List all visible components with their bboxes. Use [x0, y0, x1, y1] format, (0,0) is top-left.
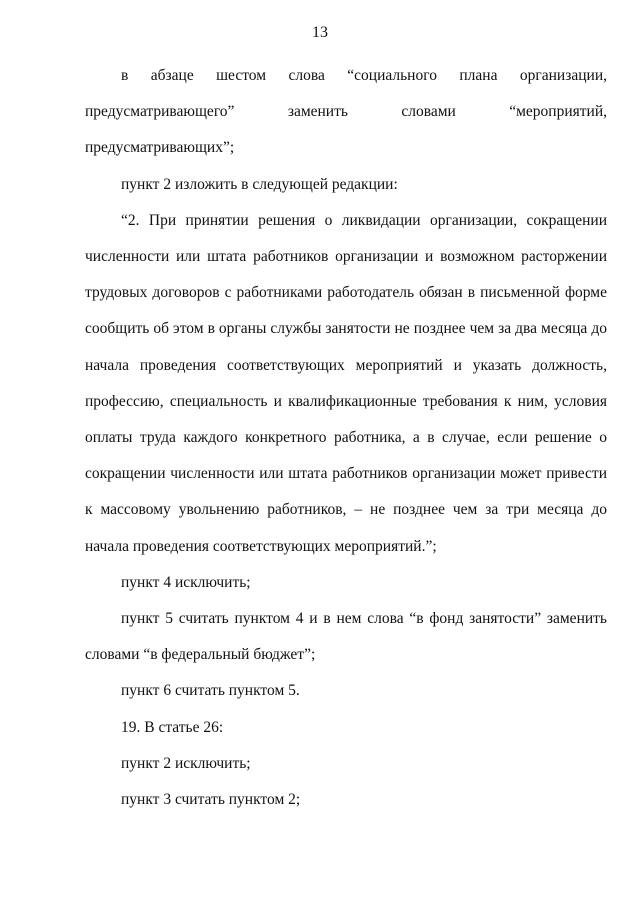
- paragraph-punkt-5: пункт 5 считать пунктом 4 и в нем слова “в фонд занятости” заменить словами “в федеральный бюджет”;: [85, 610, 607, 664]
- paragraph-punkt-2-text: “2. При принятии решения о ликвидации организации, сокращении численности или штата работников организации и возможном расторжении трудовых договоров с работниками работодатель обязан в письменной форме сообщить об этом в органы службы занятости не позднее чем за два месяца до начала проведения соответствующих мероприятий и указать должность, профессию, специальность и квалификационные требования к ним, условия оплаты труда каждого конкретного работника, а в случае, если решение о сокращении численности или штата работников организации может привести к массовому увольнению работников, – не позднее чем за три месяца до начала проведения соответствующих мероприятий.”;: [85, 211, 607, 555]
- paragraph-amend-abzats: в абзаце шестом слова “социального плана организации, предусматривающего” заменить словами “мероприятий, предусматривающих”;: [85, 67, 607, 157]
- paragraph-punkt-6: пункт 6 считать пунктом 5.: [121, 682, 300, 700]
- paragraph-punkt-2-intro: пункт 2 изложить в следующей редакции:: [121, 175, 398, 193]
- paragraph-article-26-punkt-2: пункт 2 исключить;: [121, 754, 251, 772]
- page-number: 13: [312, 24, 328, 41]
- paragraph-article-26-punkt-3: пункт 3 считать пунктом 2;: [121, 791, 301, 809]
- document-body: [85, 58, 607, 818]
- paragraph-punkt-4: пункт 4 исключить;: [121, 573, 251, 591]
- paragraph-article-26: 19. В статье 26:: [121, 718, 224, 736]
